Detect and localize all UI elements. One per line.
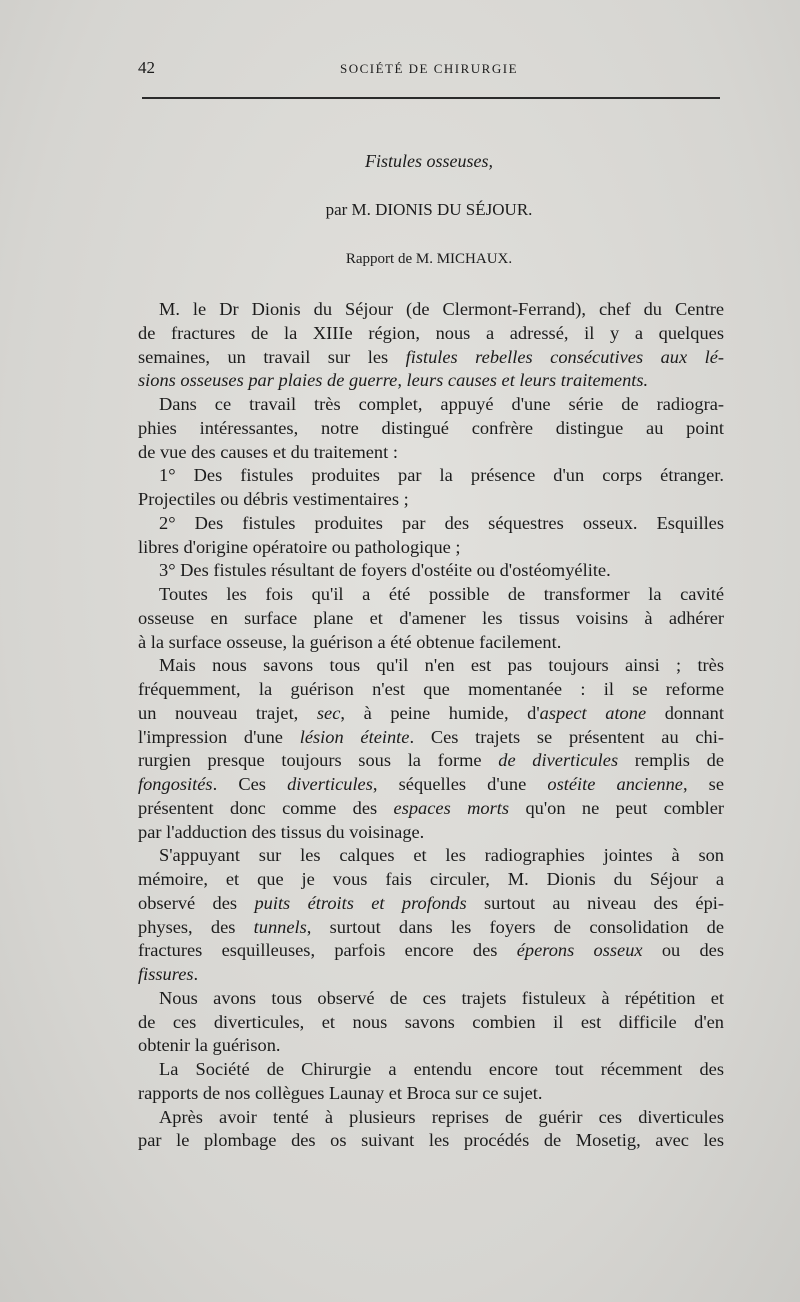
text-run: Projectiles ou débris vestimentaires ; — [138, 489, 409, 509]
text-run: sions osseuses par plaies de guerre, leurs causes et leurs traitements. — [138, 370, 649, 391]
page-number: 42 — [138, 58, 155, 77]
text-run: Nous avons tous observé de ces trajets fistuleux à répétition et — [159, 987, 724, 1008]
text-run: un nouveau trajet, — [138, 702, 317, 723]
text-run: espaces morts — [393, 797, 510, 818]
text-run: 2° Des fistules produites par des séquestres osseux. Esquilles — [159, 512, 724, 533]
body-line — [138, 844, 724, 868]
body-line — [138, 488, 724, 512]
body-line — [138, 583, 724, 607]
text-run: de fractures de la XIIIe région, nous a adressé, il y a quelques — [138, 322, 724, 343]
text-run: qu'on ne peut combler — [509, 797, 724, 818]
text-run: . Ces trajets se présentent au chi- — [409, 726, 724, 747]
body-line — [138, 512, 724, 536]
text-run: . — [193, 964, 199, 984]
text-run: par le plombage des os suivant les procédés de Mosetig, avec les — [138, 1130, 724, 1151]
text-run: de ces diverticules, et nous savons combien il est difficile d'en — [138, 1011, 724, 1032]
body-line — [138, 1034, 724, 1058]
body-line — [138, 892, 724, 916]
text-run: fractures esquilleuses, parfois encore des — [138, 940, 517, 961]
article-title: Fistules osseuses, — [365, 151, 493, 171]
text-run: phies intéressantes, notre distingué confrère distingue au point — [138, 417, 724, 438]
text-run: à la surface osseuse, la guérison a été obtenue facilement. — [138, 631, 562, 652]
text-run: , à peine humide, d' — [340, 702, 540, 723]
body-line — [138, 939, 724, 963]
text-run: éperons osseux — [516, 940, 643, 961]
text-run: remplis de — [618, 750, 724, 771]
body-line — [138, 702, 724, 726]
text-run: mémoire, et que je vous fais circuler, M. Dionis du Séjour a — [138, 869, 724, 889]
report-line: Rapport de M. MICHAUX. — [345, 251, 513, 267]
body-line — [138, 322, 724, 346]
text-run: l'impression d'une — [138, 726, 300, 747]
body-line — [138, 369, 724, 393]
body-line — [138, 346, 724, 370]
body-line — [138, 559, 724, 583]
text-run: M. le Dr Dionis du Séjour (de Clermont-Ferrand), chef du Centre — [159, 299, 724, 319]
body-line — [138, 868, 724, 892]
body-line — [138, 916, 724, 940]
text-run: physes, des — [138, 916, 254, 937]
text-run: Mais nous savons tous qu'il n'en est pas toujours ainsi ; très — [159, 655, 724, 676]
text-run: de vue des causes et du traitement : — [138, 441, 398, 462]
text-run: fongosités — [138, 774, 213, 794]
article-body — [138, 298, 724, 1153]
body-line — [138, 607, 724, 631]
body-line — [138, 1058, 724, 1082]
text-run: ou des — [642, 940, 724, 961]
body-line — [138, 749, 724, 773]
body-line — [138, 821, 724, 845]
body-line — [138, 441, 724, 465]
body-line — [138, 631, 724, 655]
text-run: par l'adduction des tissus du voisinage. — [138, 821, 425, 842]
text-run: observé des — [138, 892, 255, 913]
text-run: ostéite ancienne — [547, 774, 683, 794]
body-line — [138, 987, 724, 1011]
body-line — [138, 654, 724, 678]
text-run: 3° Des fistules résultant de foyers d'ostéite ou d'ostéomyélite. — [159, 560, 611, 581]
text-run: rurgien presque toujours sous la forme — [138, 750, 499, 771]
text-run: donnant — [646, 702, 724, 723]
body-line — [138, 1011, 724, 1035]
article-byline: par M. DIONIS DU SÉJOUR. — [325, 200, 533, 219]
text-run: S'appuyant sur les calques et les radiographies jointes à son — [159, 845, 724, 866]
text-run: libres d'origine opératoire ou pathologique ; — [138, 536, 461, 557]
body-line — [138, 1082, 724, 1106]
body-line — [138, 464, 724, 488]
body-line — [138, 1106, 724, 1130]
body-line — [138, 298, 724, 322]
header-rule — [142, 97, 720, 99]
text-run: La Société de Chirurgie a entendu encore tout récemment des — [159, 1059, 724, 1079]
body-line — [138, 536, 724, 560]
text-run: tunnels — [253, 916, 307, 937]
text-run: puits étroits et profonds — [254, 892, 467, 913]
text-run: rapports de nos collègues Launay et Broca sur ce sujet. — [138, 1082, 543, 1103]
text-run: osseuse en surface plane et d'amener les tissus voisins à adhérer — [138, 607, 724, 628]
text-run: fissures — [138, 964, 194, 984]
text-run: Après avoir tenté à plusieurs reprises de guérir ces diverticules — [159, 1106, 724, 1127]
text-run: présentent donc comme des — [138, 797, 394, 818]
body-line — [138, 963, 724, 987]
text-run: aspect atone — [539, 702, 647, 723]
body-line — [138, 393, 724, 417]
body-line — [138, 797, 724, 821]
text-run: Toutes les fois qu'il a été possible de transformer la cavité — [159, 584, 724, 604]
text-run: obtenir la guérison. — [138, 1035, 281, 1056]
body-line — [138, 417, 724, 441]
text-run: . Ces — [212, 774, 288, 794]
running-head — [138, 58, 720, 84]
text-run: diverticules — [287, 774, 373, 794]
body-line — [138, 726, 724, 750]
body-line — [138, 1129, 724, 1153]
text-run: 1° Des fistules produites par la présence d'un corps étranger. — [159, 465, 724, 486]
body-line — [138, 773, 724, 797]
journal-title: SOCIÉTÉ DE CHIRURGIE — [339, 61, 519, 76]
body-line — [138, 678, 724, 702]
text-run: Dans ce travail très complet, appuyé d'une série de radiogra- — [159, 394, 724, 414]
text-run: , séquelles d'une — [372, 774, 548, 794]
text-run: fréquemment, la guérison n'est que momentanée : il se reforme — [138, 679, 724, 699]
text-run: de diverticules — [498, 750, 619, 771]
text-run: lésion éteinte — [299, 726, 410, 747]
text-run: , surtout dans les foyers de consolidation de — [306, 916, 724, 937]
text-run: sec — [316, 702, 341, 723]
text-run: , se — [682, 774, 724, 794]
text-run: semaines, un travail sur les — [138, 346, 406, 367]
text-run: surtout au niveau des épi- — [466, 892, 724, 913]
text-run: fistules rebelles consécutives aux lé- — [405, 346, 724, 367]
